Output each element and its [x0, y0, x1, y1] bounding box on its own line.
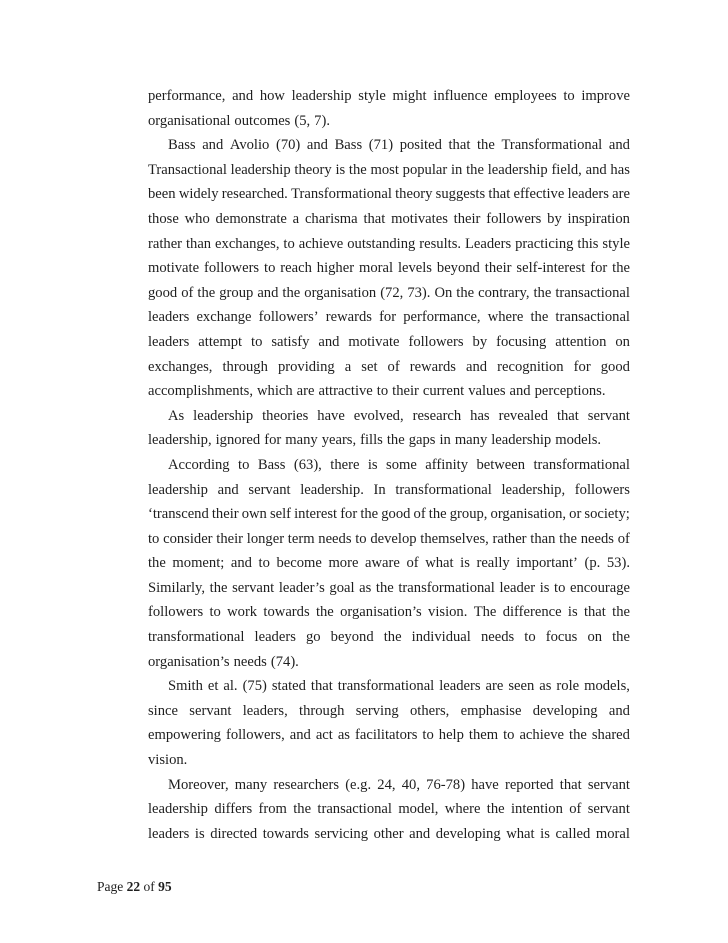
text-line: good of the group and the organisation (72, 73). On the contrary, the transactional: [148, 284, 630, 301]
text-line: rather than exchanges, to achieve outstanding results. Leaders practicing this style: [148, 235, 630, 252]
text-line: Moreover, many researchers (e.g. 24, 40, 76-78) have reported that servant: [168, 776, 630, 793]
text-line: leadership differs from the transactional model, where the intention of servant: [148, 801, 630, 818]
text-line: Bass and Avolio (70) and Bass (71) posited that the Transformational and: [168, 137, 630, 154]
text-line: been widely researched. Transformational theory suggests that effective leaders are: [148, 186, 630, 203]
text-line: empowering followers, and act as facilitators to help them to achieve the shared: [148, 727, 630, 744]
text-line: transformational leaders go beyond the individual needs to focus on the: [148, 629, 630, 646]
total-page-count: 95: [158, 879, 172, 894]
text-line: the moment; and to become more aware of what is really important’ (p. 53).: [148, 555, 630, 572]
current-page-number: 22: [126, 879, 141, 894]
text-line: leaders is directed towards servicing other and developing what is called moral: [148, 825, 630, 842]
text-line: leadership, ignored for many years, fills the gaps in many leadership models.: [148, 432, 602, 449]
text-line: performance, and how leadership style might influence employees to improve: [148, 88, 630, 104]
text-line: those who demonstrate a charisma that motivates their followers by inspiration: [148, 210, 630, 227]
text-line: Transactional leadership theory is the most popular in the leadership field, and has: [148, 161, 630, 178]
text-line: vision.: [148, 752, 188, 769]
text-line: followers to work towards the organisation’s vision. The difference is that the: [148, 604, 630, 621]
text-line: leaders exchange followers’ rewards for performance, where the transactional: [148, 309, 630, 326]
page-footer: [97, 879, 172, 895]
text-line: ‘transcend their own self interest for the good of the group, organisation, or society;: [148, 506, 630, 523]
text-line: exchanges, through providing a set of rewards and recognition for good: [148, 358, 630, 375]
text-line: As leadership theories have evolved, research has revealed that servant: [168, 407, 630, 424]
text-line: leaders attempt to satisfy and motivate followers by focusing attention on: [148, 333, 630, 350]
text-line: Similarly, the servant leader’s goal as the transformational leader is to encourage: [148, 579, 630, 596]
text-line: motivate followers to reach higher moral levels beyond their self-interest for the: [148, 260, 630, 277]
text-line: organisational outcomes (5, 7).: [148, 112, 330, 129]
page-label: Page: [97, 879, 124, 894]
text-line: leadership and servant leadership. In transformational leadership, followers: [148, 481, 630, 498]
body-text: [148, 84, 630, 846]
text-line: According to Bass (63), there is some affinity between transformational: [168, 456, 630, 473]
text-line: since servant leaders, through serving others, emphasise developing and: [148, 702, 630, 719]
text-line: Smith et al. (75) stated that transformational leaders are seen as role models,: [168, 678, 630, 695]
text-line: organisation’s needs (74).: [148, 653, 299, 670]
page-of-label: of: [143, 879, 155, 894]
text-line: accomplishments, which are attractive to their current values and perceptions.: [148, 383, 606, 400]
text-line: to consider their longer term needs to develop themselves, rather than the needs of: [148, 530, 630, 547]
